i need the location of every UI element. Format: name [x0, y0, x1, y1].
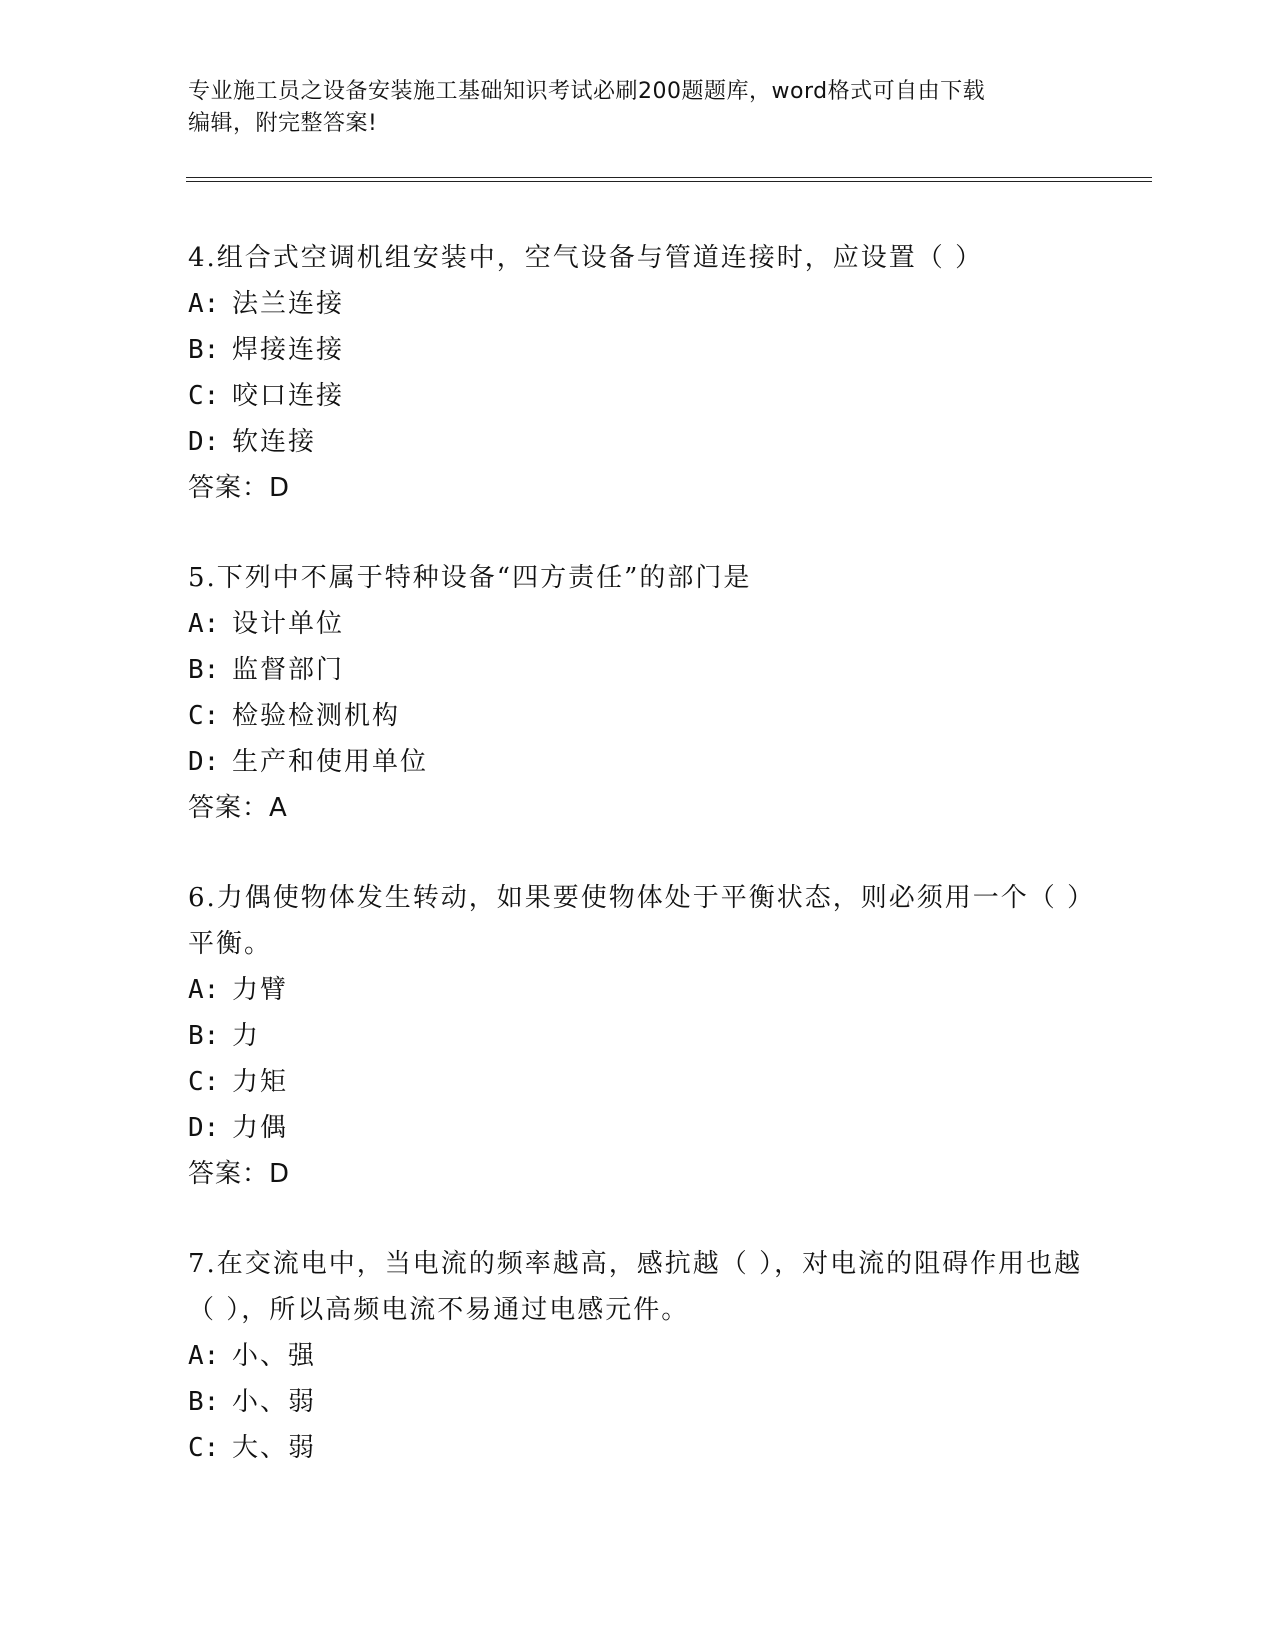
question-text: 5.下列中不属于特种设备“四方责任”的部门是 — [188, 563, 752, 593]
option-text: 力 — [232, 1021, 261, 1051]
option-letter: B: — [188, 655, 220, 685]
option-letter: A: — [188, 1341, 220, 1371]
option-text: 咬口连接 — [232, 381, 345, 411]
option-text: 软连接 — [232, 427, 317, 457]
answer-line: 答案：D — [188, 473, 291, 503]
option-text: 力偶 — [232, 1113, 289, 1143]
option-text: 小、强 — [232, 1341, 317, 1371]
option-b — [188, 647, 1088, 693]
question-text: 7.在交流电中，当电流的频率越高，感抗越（ ），对电流的阻碍作用也越（ ），所以高频电流不易通过电感元件。 — [188, 1249, 1083, 1325]
answer-line: 答案：D — [188, 1159, 291, 1189]
option-b — [188, 1379, 1088, 1425]
option-letter: B: — [188, 1387, 220, 1417]
option-letter: A: — [188, 289, 220, 319]
option-text: 监督部门 — [232, 655, 345, 685]
option-a — [188, 281, 1088, 327]
option-b — [188, 327, 1088, 373]
option-d — [188, 419, 1088, 465]
option-text: 设计单位 — [232, 609, 345, 639]
header-title-line-2: 编辑，附完整答案! — [188, 111, 378, 136]
option-letter: B: — [188, 335, 220, 365]
document-header — [188, 76, 1088, 140]
header-title-line-1: 专业施工员之设备安装施工基础知识考试必刷200题题库，word格式可自由下载 — [188, 79, 986, 104]
option-text: 大、弱 — [232, 1433, 317, 1463]
option-letter: C: — [188, 701, 220, 731]
question-7 — [188, 1241, 1088, 1471]
option-text: 法兰连接 — [232, 289, 345, 319]
option-letter: B: — [188, 1021, 220, 1051]
header-divider-top — [186, 177, 1152, 178]
option-letter: A: — [188, 609, 220, 639]
question-4 — [188, 235, 1088, 511]
option-text: 力矩 — [232, 1067, 289, 1097]
option-letter: D: — [188, 427, 220, 457]
question-5 — [188, 555, 1088, 831]
option-letter: D: — [188, 747, 220, 777]
option-letter: A: — [188, 975, 220, 1005]
option-a — [188, 1333, 1088, 1379]
option-letter: C: — [188, 1067, 220, 1097]
option-a — [188, 601, 1088, 647]
question-text: 4.组合式空调机组安装中，空气设备与管道连接时，应设置（ ） — [188, 243, 984, 273]
option-d — [188, 1105, 1088, 1151]
option-b — [188, 1013, 1088, 1059]
option-text: 小、弱 — [232, 1387, 317, 1417]
option-letter: C: — [188, 1433, 220, 1463]
option-c — [188, 693, 1088, 739]
question-text: 6.力偶使物体发生转动，如果要使物体处于平衡状态，则必须用一个（ ）平衡。 — [188, 883, 1083, 959]
option-text: 力臂 — [232, 975, 289, 1005]
option-text: 生产和使用单位 — [232, 747, 429, 777]
option-text: 焊接连接 — [232, 335, 345, 365]
option-a — [188, 967, 1088, 1013]
option-text: 检验检测机构 — [232, 701, 401, 731]
option-d — [188, 739, 1088, 785]
option-c — [188, 1425, 1088, 1471]
answer-line: 答案：A — [188, 793, 288, 823]
question-6 — [188, 875, 1088, 1197]
option-c — [188, 373, 1088, 419]
header-divider-bottom — [186, 181, 1152, 182]
option-letter: D: — [188, 1113, 220, 1143]
option-letter: C: — [188, 381, 220, 411]
option-c — [188, 1059, 1088, 1105]
